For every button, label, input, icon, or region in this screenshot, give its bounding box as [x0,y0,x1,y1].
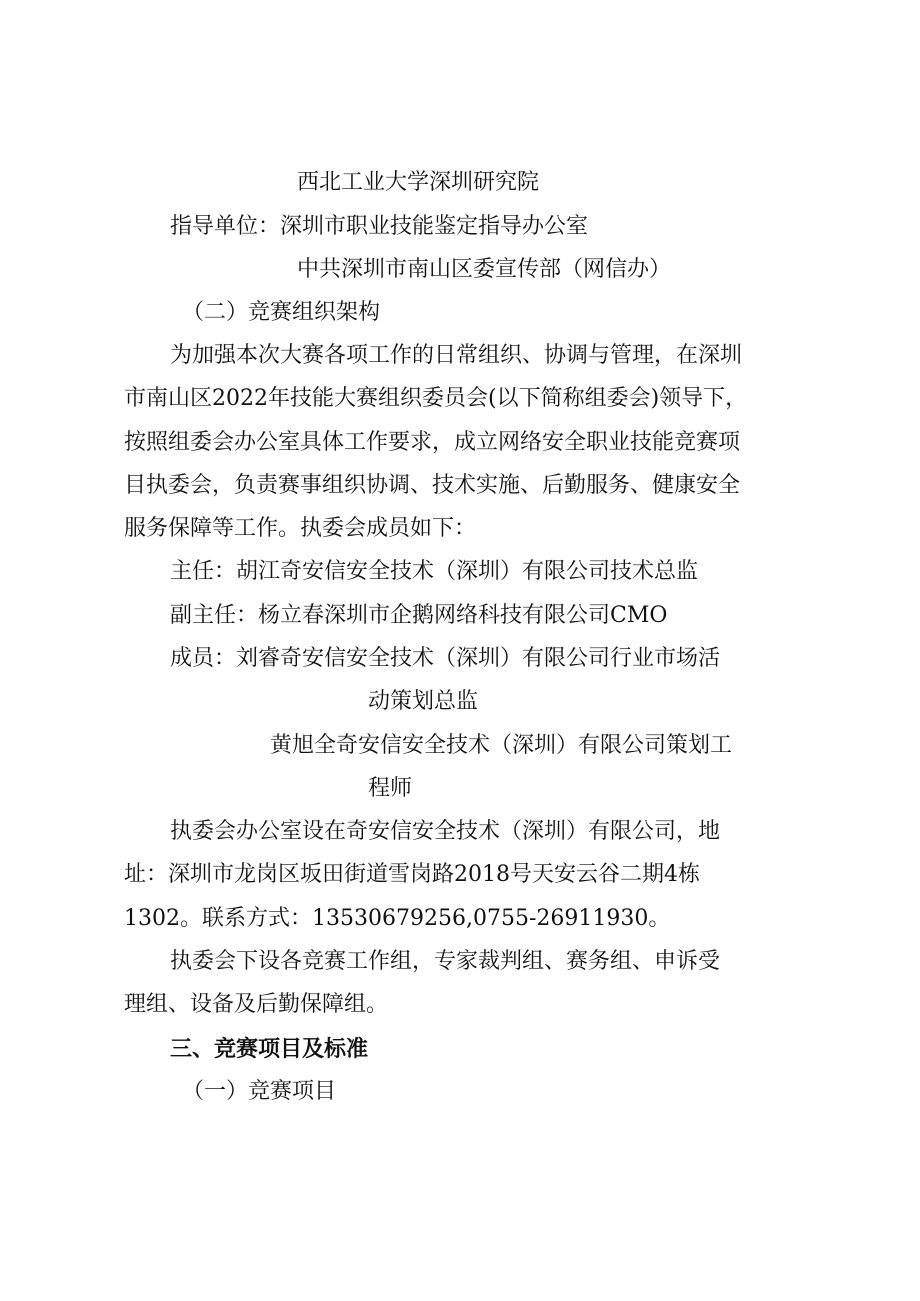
member-line: 黄旭全奇安信安全技术（深圳）有限公司策划工 [270,733,733,758]
member-line-continued: 动策划总监 [368,689,479,714]
paragraph-line: 目执委会，负责赛事组织协调、技术实施、后勤服务、健康安全 [124,473,741,498]
propaganda-dept-line: 中共深圳市南山区委宣传部（网信办） [297,257,672,282]
paragraph-line: 按照组委会办公室具体工作要求，成立网络安全职业技能竞赛项 [124,430,741,455]
section-heading-competition: 三、竞赛项目及标准 [170,1036,369,1062]
director-line: 主任：胡江奇安信安全技术（深圳）有限公司技术总监 [170,559,699,584]
institute-line: 西北工业大学深圳研究院 [297,170,540,195]
guidance-unit-line: 指导单位：深圳市职业技能鉴定指导办公室 [170,214,589,239]
working-groups-line: 理组、设备及后勤保障组。 [124,992,389,1017]
member-line: 成员：刘睿奇安信安全技术（深圳）有限公司行业市场活 [170,646,721,671]
address-line: 址：深圳市龙岗区坂田街道雪岗路2018号天安云谷二期4栋 [124,862,700,887]
paragraph-line: 为加强本次大赛各项工作的日常组织、协调与管理，在深圳 [170,343,743,368]
section-heading-items: （一）竞赛项目 [182,1079,337,1104]
deputy-director-line: 副主任：杨立春深圳市企鹅网络科技有限公司CMO [170,603,668,628]
member-line-continued: 程师 [368,776,413,801]
paragraph-line: 市南山区2022年技能大赛组织委员会(以下简称组委会)领导下， [124,386,748,411]
office-line: 执委会办公室设在奇安信安全技术（深圳）有限公司，地 [170,819,721,844]
working-groups-line: 执委会下设各竞赛工作组，专家裁判组、赛务组、申诉受 [170,949,721,974]
paragraph-line: 服务保障等工作。执委会成员如下： [124,516,477,541]
section-heading-organization: （二）竞赛组织架构 [182,300,381,325]
contact-line: 1302。联系方式：13530679256,0755-26911930。 [124,906,671,931]
